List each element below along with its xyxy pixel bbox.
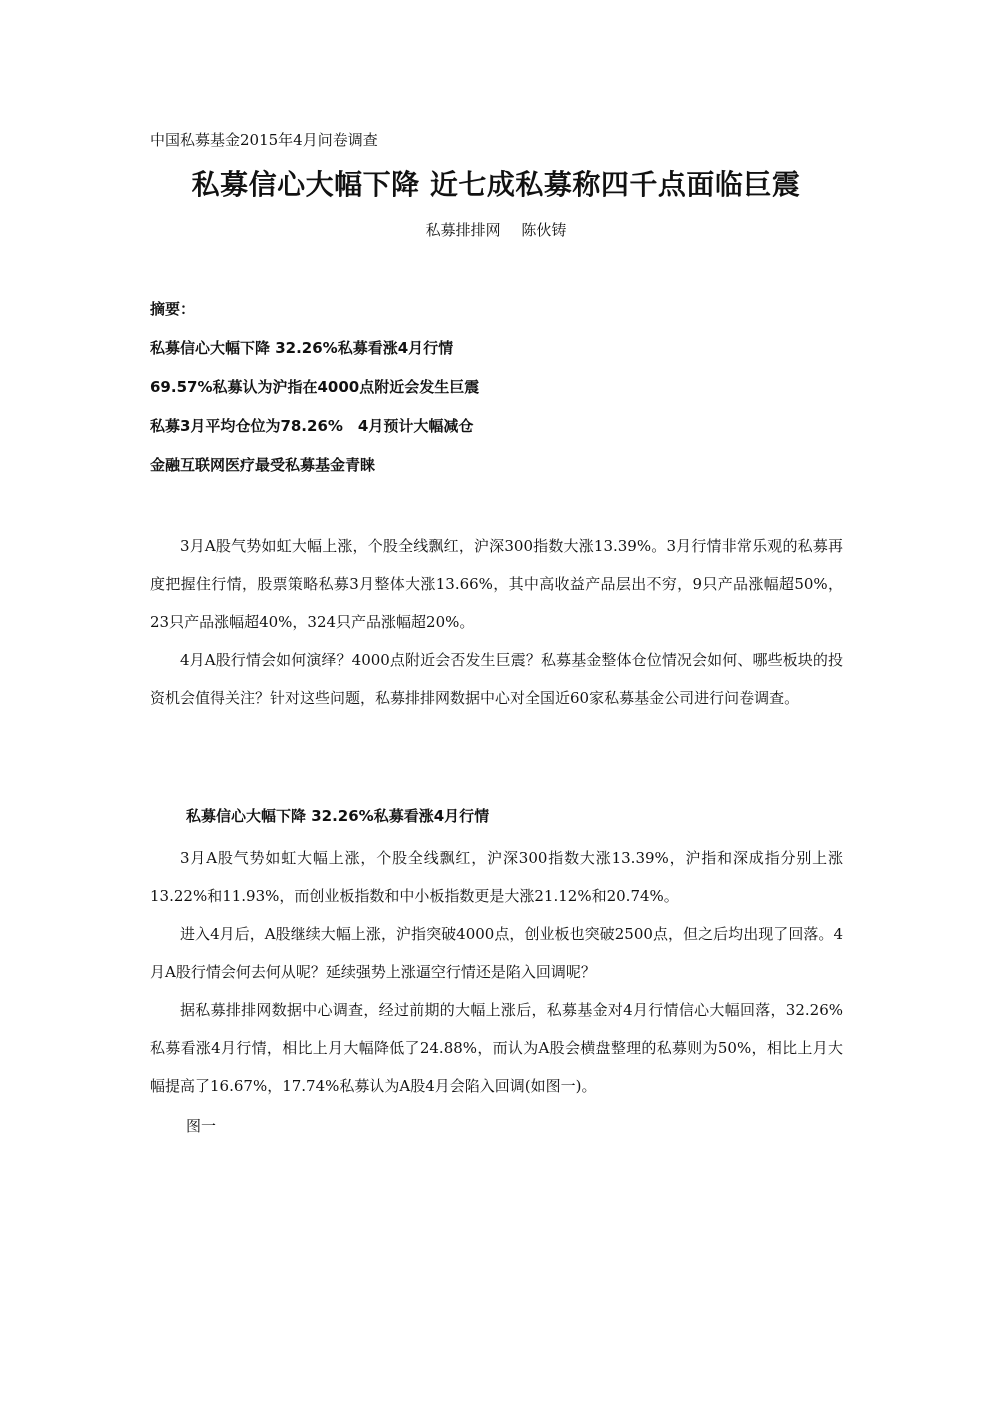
article-title: 私募信心大幅下降 近七成私募称四千点面临巨震 [191,168,801,201]
summary-block [150,298,850,493]
body-paragraph: 4月A股行情会如何演绎？4000点附近会否发生巨震？私募基金整体仓位情况会如何、哪些板块的投资机会值得关注？针对这些问题，私募排排网数据中心对全国近60家私募基金公司进行问卷调查。 [150,651,843,707]
summary-item: 69.57%私募认为沪指在4000点附近会发生巨震 [150,378,480,396]
body-paragraph: 据私募排排网数据中心调查，经过前期的大幅上涨后，私募基金对4月行情信心大幅回落，32.26%私募看涨4月行情，相比上月大幅降低了24.88%，而认为A股会横盘整理的私募则为50%，相比上月大幅提高了16.67%，17.74%私募认为A股4月会陷入回调(如图一)。 [150,1001,843,1095]
summary-item: 私募3月平均仓位为78.26% 4月预计大幅减仓 [150,417,474,435]
figure-label: 图一 [186,1117,217,1135]
body-paragraph: 进入4月后，A股继续大幅上涨，沪指突破4000点，创业板也突破2500点，但之后均出现了回落。4月A股行情会何去何从呢？延续强势上涨逼空行情还是陷入回调呢？ [150,925,843,981]
body-paragraph: 3月A股气势如虹大幅上涨，个股全线飘红，沪深300指数大涨13.39%。3月行情非常乐观的私募再度把握住行情，股票策略私募3月整体大涨13.66%，其中高收益产品层出不穷，9只产品涨幅超50%，23只产品涨幅超40%，324只产品涨幅超20%。 [150,537,843,631]
section-heading: 私募信心大幅下降 32.26%私募看涨4月行情 [186,807,490,825]
byline [0,219,992,241]
body-paragraph: 3月A股气势如虹大幅上涨，个股全线飘红，沪深300指数大涨13.39%，沪指和深成指分别上涨13.22%和11.93%，而创业板指数和中小板指数更是大涨21.12%和20.74%。 [150,849,843,905]
summary-item: 金融互联网医疗最受私募基金青睐 [150,456,376,474]
intro-section [150,527,843,717]
byline-author: 陈伙铸 [521,221,567,239]
byline-source: 私募排排网 [425,221,501,239]
survey-header-note: 中国私募基金2015年4月问卷调查 [150,131,378,149]
summary-label: 摘要： [150,300,196,318]
summary-item: 私募信心大幅下降 32.26%私募看涨4月行情 [150,339,454,357]
section1-body [150,839,843,1105]
